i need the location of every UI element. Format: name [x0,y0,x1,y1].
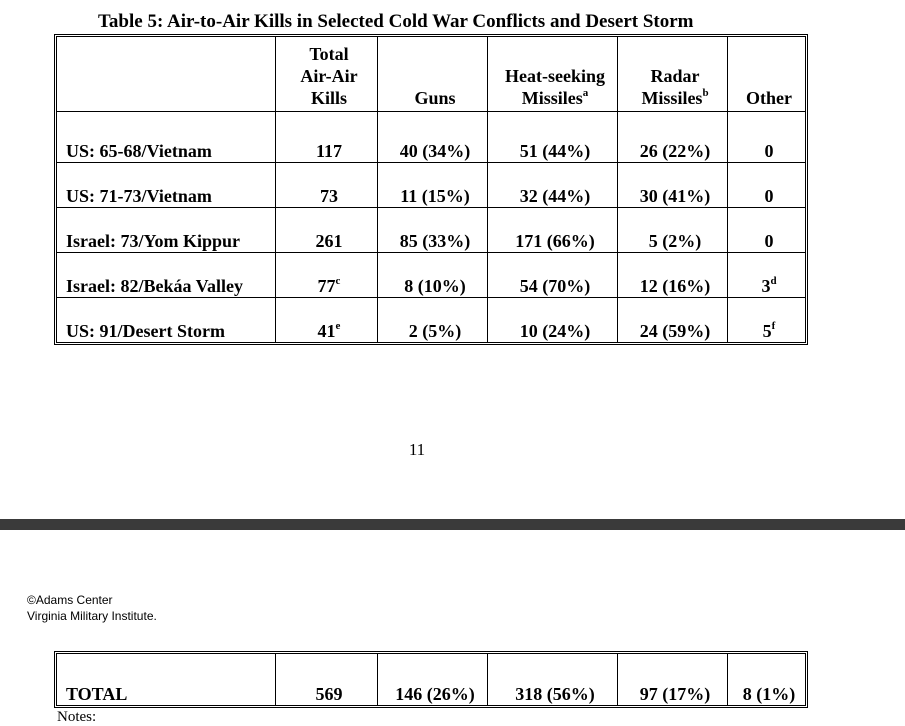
heat-cell: 318 (56%) [488,654,618,705]
header-conflict [57,37,276,112]
radar-cell: 97 (17%) [618,654,728,705]
total-cell: 569 [276,654,378,705]
guns-cell: 8 (10%) [378,253,488,298]
header-radar-line-2: Missiles [641,88,703,108]
footnote-marker: e [335,320,341,332]
radar-cell: 12 (16%) [618,253,728,298]
footnote-marker: c [335,275,341,287]
radar-cell: 5 (2%) [618,208,728,253]
copyright-line-2: Virginia Military Institute. [27,609,157,623]
total-row [57,654,805,705]
copyright-notice [27,592,157,624]
total-cell: 73 [276,163,378,208]
notes-label: Notes: [57,709,97,725]
header-guns: Guns [378,37,488,112]
header-radar [618,37,728,112]
table-row [57,298,805,342]
conflict-cell: Israel: 73/Yom Kippur [57,208,276,253]
conflict-cell: US: 71-73/Vietnam [57,163,276,208]
copyright-line-1: ©Adams Center [27,593,113,607]
footnote-marker: f [771,320,776,332]
table-header-row [57,37,805,112]
total-label: TOTAL [57,654,276,705]
header-other: Other [728,37,805,112]
radar-cell: 30 (41%) [618,163,728,208]
guns-cell: 85 (33%) [378,208,488,253]
conflict-cell: Israel: 82/Bekáa Valley [57,253,276,298]
page-divider [0,519,905,530]
guns-cell: 11 (15%) [378,163,488,208]
heat-cell: 51 (44%) [488,112,618,163]
total-cell: 41e [276,298,378,342]
total-cell: 117 [276,112,378,163]
total-table [54,651,808,708]
other-cell: 5$^f$ [762,320,776,341]
table-row [57,208,805,253]
guns-cell: 146 (26%) [378,654,488,705]
header-radar-line-1: Radar [650,66,700,86]
header-total-line-2: Air-Air [300,66,358,86]
header-total-line-3: Kills [310,88,347,108]
footnote-marker: b [702,87,709,99]
footnote-marker: d [770,275,777,287]
header-heat-seeking [488,37,618,112]
total-cell: 261 [276,208,378,253]
other-cell: 3$^d$ [728,253,805,298]
other-cell: 0 [728,208,805,253]
header-heat-line-2: Missiles [521,88,583,108]
conflict-cell: US: 65-68/Vietnam [57,112,276,163]
other-cell: 0 [728,112,805,163]
header-heat-line-1: Heat-seeking [505,66,605,86]
radar-cell: 24 (59%) [618,298,728,342]
radar-cell: 26 (22%) [618,112,728,163]
heat-cell: 54 (70%) [488,253,618,298]
table-row [57,163,805,208]
guns-cell: 2 (5%) [378,298,488,342]
page-number: 11 [408,440,426,459]
header-total-kills [276,37,378,112]
air-kills-table [54,34,808,345]
conflict-cell: US: 91/Desert Storm [57,298,276,342]
guns-cell: 40 (34%) [378,112,488,163]
header-total-line-1: Total [309,44,349,64]
footnote-marker: a [582,87,589,99]
heat-cell: 32 (44%) [488,163,618,208]
other-cell: 8 (1%) [742,684,796,704]
table-row [57,112,805,163]
table-row [57,253,805,298]
other-cell: 0 [728,163,805,208]
heat-cell: 171 (66%) [488,208,618,253]
table-title: Table 5: Air-to-Air Kills in Selected Cold War Conflicts and Desert Storm [98,11,694,32]
heat-cell: 10 (24%) [488,298,618,342]
total-cell: 77$^c$ [276,253,378,298]
